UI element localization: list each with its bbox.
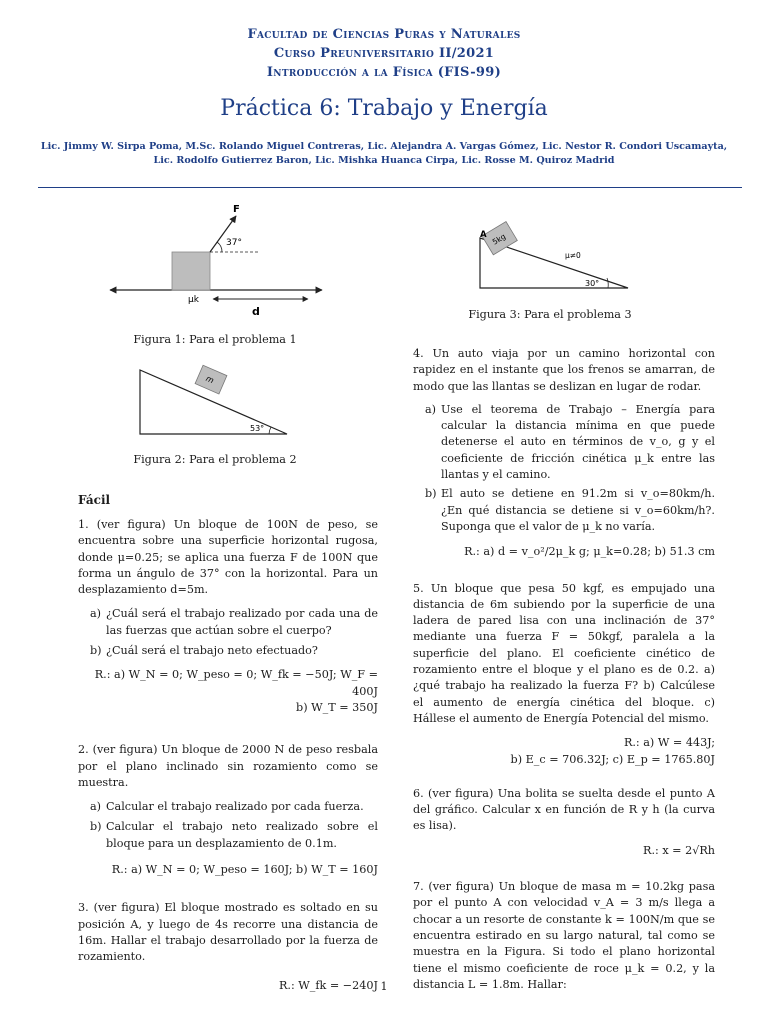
friction-label: μ≠0	[565, 251, 581, 260]
angle-arc	[607, 278, 608, 288]
figure-2	[132, 362, 297, 438]
problem-5	[413, 581, 715, 768]
problem-1-text: 1. (ver figura) Un bloque de 100N de peso, se encuentra sobre una superficie horizontal rugosa, donde μ=0.25; se aplica una fuerza F de 100N que forma un ángulo de 37° con la horizontal. Para un desplazamiento d=5m.	[78, 518, 378, 597]
problem-1-part-b-text: ¿Cuál será el trabajo neto efectuado?	[106, 644, 318, 658]
problem-3-answer: R.: W_fk = −240J	[278, 978, 378, 992]
figure-1	[100, 198, 330, 320]
mass-label: m	[204, 373, 216, 386]
problem-1-answer-1: R.: a) W_N = 0; W_peso = 0; W_fk = −50J; W_F = 400J	[94, 668, 378, 698]
angle-arc	[217, 242, 222, 252]
section-heading: Fácil	[78, 493, 111, 507]
problem-2-part-a-text: Calcular el trabajo realizado por cada fuerza.	[106, 800, 364, 814]
problem-3-text: 3. (ver figura) El bloque mostrado es soltado en su posición A, y luego de 4s recorre una distancia de 16m. Hallar el trabajo desarrollado por la fuerza de rozamiento.	[78, 901, 378, 964]
header-divider	[38, 187, 742, 188]
distance-label: d	[252, 305, 260, 318]
problem-1-part-a: a) ¿Cuál será el trabajo realizado por cada una de las fuerzas que actúan sobre el cuerpo?	[90, 607, 378, 637]
problem-1-part-b: b) ¿Cuál será el trabajo neto efectuado?	[90, 644, 318, 658]
figure-3	[470, 200, 632, 292]
problem-4-part-b-text: El auto se detiene en 91.2m si v_o=80km/h. ¿En qué distancia se detiene si v_o=60km/h?. Suponga que el valor de μ_k no varía.	[441, 487, 715, 533]
problem-7-text: 7. (ver figura) Un bloque de masa m = 10.2kg pasa por el punto A con velocidad v_A = 3 m/s llega a chocar a un resorte de constante k = 100N/m que se encuentra estirado en su largo natural, tal como se muestra en la Figura. Si todo el plano horizontal tiene el mismo coeficiente de roce μ_k = 0.2, y la distancia L = 1.8m. Hallar:	[413, 880, 715, 991]
faculty-name: Facultad de Ciencias Puras y Naturales	[247, 27, 521, 42]
figure-1-caption: Figura 1: Para el problema 1	[133, 333, 297, 346]
problem-2-part-a: a) Calcular el trabajo realizado por cada fuerza.	[90, 800, 364, 814]
problem-6	[413, 786, 715, 859]
problem-4-part-a: a) Use el teorema de Trabajo – Energía para calcular la distancia mínima en que puede detenerse el auto en términos de v_o, g y el coeficiente de fricción cinética μ_k entre las llantas y el camino.	[425, 402, 715, 482]
problem-2-part-b: b) Calcular el trabajo neto realizado sobre el bloque para un desplazamiento de 0.1m.	[90, 820, 378, 850]
problem-2-part-b-text: Calcular el trabajo neto realizado sobre el bloque para un desplazamiento de 0.1m.	[106, 820, 378, 850]
problem-1-part-a-text: ¿Cuál será el trabajo realizado por cada una de las fuerzas que actúan sobre el cuerpo?	[106, 607, 378, 637]
angle-label: 30°	[585, 279, 600, 288]
right-column	[413, 346, 715, 993]
problem-5-answer-2: b) E_c = 706.32J; c) E_p = 1765.80J	[510, 752, 715, 766]
angle-label: 37°	[226, 238, 242, 248]
problem-2	[78, 742, 378, 878]
problem-4-part-a-text: Use el teorema de Trabajo – Energía para calcular la distancia mínima en que puede detenerse el auto en términos de v_o, g y el coeficiente de fricción cinética μ_k entre las llantas y el camino.	[441, 402, 715, 482]
problem-1-answer-2: b) W_T = 350J	[296, 700, 378, 714]
problem-4-answer: R.: a) d = v_o²/2μ_k g; μ_k=0.28; b) 51.3 cm	[464, 545, 715, 559]
problem-5-answer-1: R.: a) W = 443J;	[623, 736, 715, 750]
figure-2-caption: Figura 2: Para el problema 2	[133, 453, 297, 466]
angle-arc	[269, 427, 271, 434]
page-title: Práctica 6: Trabajo y Energía	[220, 96, 548, 121]
authors-line-1: Lic. Jimmy W. Sirpa Poma, M.Sc. Rolando Miguel Contreras, Lic. Alejandra A. Vargas Gómez, Lic. Nestor R. Condori Uscamayta,	[40, 141, 728, 152]
problem-4	[413, 346, 715, 561]
subject-name: Introducción a la Física (FIS-99)	[266, 65, 502, 80]
block	[172, 252, 210, 290]
friction-label: μk	[188, 295, 199, 305]
mass-label: 5kg	[490, 231, 508, 247]
problem-6-answer: R.: x = 2√Rh	[643, 843, 715, 857]
problem-1	[78, 517, 378, 716]
problem-4-part-b: b) El auto se detiene en 91.2m si v_o=80km/h. ¿En qué distancia se detiene si v_o=60km/h?. Suponga que el valor de μ_k no varía.	[425, 487, 715, 533]
course-name: Curso Preuniversitario II/2021	[273, 46, 495, 61]
left-column	[78, 517, 378, 994]
problem-2-text: 2. (ver figura) Un bloque de 2000 N de peso resbala por el plano inclinado sin rozamiento como se muestra.	[78, 743, 378, 789]
point-label: A	[480, 230, 487, 240]
force-label: F	[233, 204, 240, 215]
problem-2-answer: R.: a) W_N = 0; W_peso = 160J; b) W_T = 160J	[111, 863, 378, 877]
problem-4-text: 4. Un auto viaja por un camino horizontal con rapidez en el instante que los frenos se amarran, de modo que las llantas se deslizan en lugar de rodar.	[413, 347, 715, 393]
authors-line-2: Lic. Rodolfo Gutierrez Baron, Lic. Mishka Huanca Cirpa, Lic. Rosse M. Quiroz Madrid	[153, 155, 615, 166]
problem-6-text: 6. (ver figura) Una bolita se suelta desde el punto A del gráfico. Calcular x en función de R y h (la curva es lisa).	[413, 786, 715, 833]
problem-5-text: 5. Un bloque que pesa 50 kgf, es empujado una distancia de 6m subiendo por la superficie de una ladera de pared lisa con una inclinación de 37° mediante una fuerza F = 50kgf, paralela a la superficie del plano. El coeficiente cinético de rozamiento entre el bloque y el plano es de 0.2. a) ¿qué trabajo ha realizado la fuerza F? b) Calcúlese el aumento de energía cinética del bloque. c) Hállese el aumento de Energía Potencial del mismo.	[413, 581, 715, 725]
page-number: 1	[380, 980, 388, 993]
problem-7	[413, 879, 715, 993]
angle-label: 53°	[250, 424, 265, 433]
figure-3-caption: Figura 3: Para el problema 3	[468, 308, 632, 321]
